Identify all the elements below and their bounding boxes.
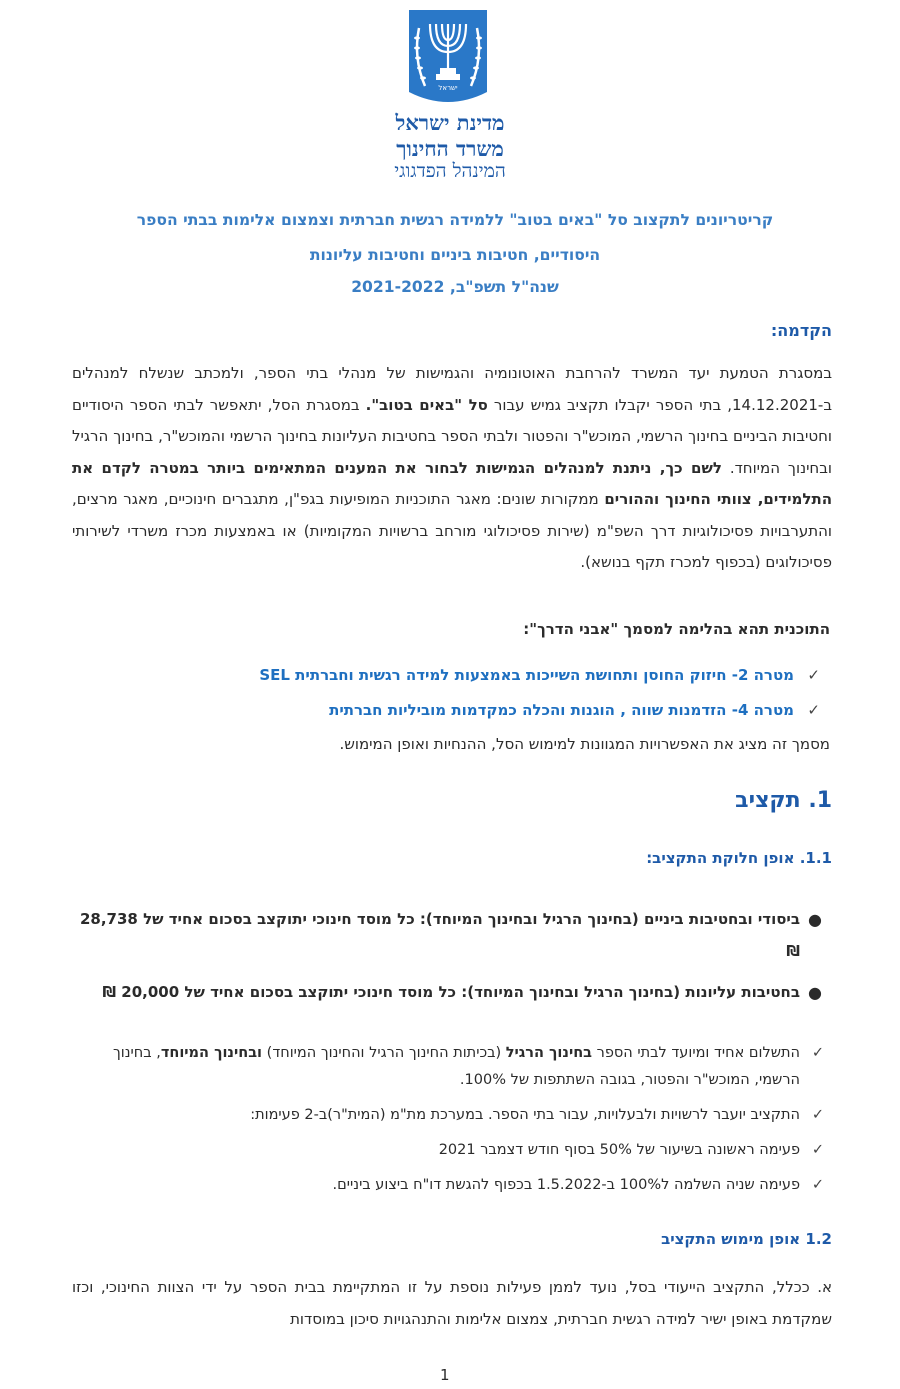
checkmark-icon: ✓ xyxy=(811,1107,824,1123)
list-item xyxy=(70,1137,828,1164)
document-title-line-1: קריטריונים לתקצוב סל "באים בטוב" ללמידה רגשית חברתית וצמצום אלימות בבתי הספר xyxy=(136,211,774,229)
check-1-text-e: , בחינוך הרשמי, המוכש"ר והפטור, בגובה השתתפות של 100%. xyxy=(112,1045,800,1088)
budget-bullets xyxy=(72,904,822,1019)
page-number: 1 xyxy=(440,1366,450,1384)
plan-alignment-line: התוכנית תהא בהלימה למסמך "אבני הדרך": xyxy=(523,620,830,638)
list-item xyxy=(70,1172,828,1199)
bullet-2-text: בחטיבות עליונות (בחינוך הרגיל ובחינוך המיוחד): כל מוסד חינוכי יתוקצב בסכום אחיד של 20,000 ₪ xyxy=(102,983,800,1001)
goal-2-text: מטרה 2- חיזוק החוסן ותחושת השייכות באמצעות למידה רגשית וחברתית SEL xyxy=(259,666,794,684)
section-1-2-heading: 1.2 אופן מימוש התקציב xyxy=(661,1230,832,1248)
goal-4-text: מטרה 4- הזדמנות שווה , הוגנות והכלה כמקדמות מוביליות חברתית xyxy=(329,701,794,719)
bullet-icon: ● xyxy=(808,910,822,929)
intro-text-e: ממקורות שונים: מאגר התוכניות המופיעות בגפ"ן, מתגברים חינוכיים, מאגר מרצים, והתערבויות פסיכולוגיות דרך השפ"מ (שירות פסיכולוגי מורחב ברשויות המקומיות) או באמצעות מכרז משרדי לשירותי פסיכולוגים (בכפוף למכרז תקף בנושא). xyxy=(72,490,832,571)
check-3-text: פעימה ראשונה בשיעור של 50% בסוף חודש דצמבר 2021 xyxy=(438,1142,800,1158)
section-1-1-heading: 1.1. אופן חלוקת התקציב: xyxy=(646,849,832,867)
check-2-text: התקציב יועבר לרשויות ולבעלויות, עבור בתי הספר. במערכת מת"מ (המית"ר)ב-2 פעימות: xyxy=(250,1107,800,1123)
ministry-department-line: המינהל הפדגוגי xyxy=(394,160,506,182)
emblem-label: ישראל xyxy=(438,84,458,92)
intro-text-b: סל "באים בטוב". xyxy=(365,395,488,414)
check-4-text: פעימה שניה השלמה ל100% ב-1.5.2022 בכפוף להגשת דו"ח ביצוע ביניים. xyxy=(332,1177,800,1193)
intro-paragraph xyxy=(72,358,832,579)
budget-checklist xyxy=(70,1040,828,1207)
section-1-heading: 1. תקציב xyxy=(735,788,832,813)
list-item xyxy=(72,904,822,967)
checkmark-icon: ✓ xyxy=(811,1045,824,1061)
budget-usage-paragraph: א. ככלל, התקציב הייעודי בסל, נועד לממן פעילות נוספת על זו המתקיימת בבית הספר על ידי הצוות החינוכי, וכזו שמקדמת באופן ישיר למידה רגשית חברתית, צמצום אלימות והתנהגויות סיכון במוסדות xyxy=(72,1278,832,1328)
check-1-text-b: בחינוך הרגיל xyxy=(505,1045,593,1061)
check-1-text-a: התשלום אחיד ומיועד לבתי הספר xyxy=(592,1045,800,1061)
checkmark-icon: ✓ xyxy=(811,1177,824,1193)
intro-text-d: לשם כך, ניתנת למנהלים הגמישות לבחור את המענים המתאימים ביותר במטרה לקדם את התלמידים, צוותי החינוך וההורים xyxy=(72,458,832,508)
intro-heading: הקדמה: xyxy=(770,321,832,340)
checkmark-icon: ✓ xyxy=(807,701,820,719)
goal-item-2 xyxy=(259,666,820,684)
check-1-text-c: (בכיתות החינוך הרגיל והחינוך המיוחד) xyxy=(262,1045,506,1061)
ministry-state-line: מדינת ישראל xyxy=(395,110,505,135)
document-title-line-3: שנה"ל תשפ"ב, 2021-2022 xyxy=(351,278,559,296)
goal-item-4 xyxy=(329,701,820,719)
list-item xyxy=(72,977,822,1009)
document-purpose-line: מסמך זה מציג את האפשרויות המגוונות למימוש הסל, ההנחיות ואופן המימוש. xyxy=(339,735,830,753)
list-item xyxy=(70,1102,828,1129)
bullet-icon: ● xyxy=(808,983,822,1002)
check-1-text-d: ובחינוך המיוחד xyxy=(160,1045,263,1061)
checkmark-icon: ✓ xyxy=(811,1142,824,1158)
intro-text-c: במסגרת הסל, יתאפשר לבתי הספר היסודיים וחטיבות הביניים בחינוך הרשמי, המוכש"ר והפטור ולבתי הספר בחטיבות העליונות בחינוך הרשמי והמוכש"ר, בחינוך הרגיל ובחינוך המיוחד. xyxy=(72,395,832,477)
document-title-line-2: היסודיים, חטיבות ביניים וחטיבות עליונות xyxy=(309,246,601,264)
ministry-name-line: משרד החינוך xyxy=(396,136,504,161)
checkmark-icon: ✓ xyxy=(807,666,820,684)
intro-text-a: במסגרת הטמעת יעד המשרד להרחבת האוטונומיה והגמישות של מנהלי בתי הספר, ולמכתב שנשלח למנהלים ב-14.12.2021, בתי הספר יקבלו תקציב גמיש עבור xyxy=(72,364,832,414)
list-item xyxy=(70,1040,828,1094)
bullet-1-text: ביסודי ובחטיבות ביניים (בחינוך הרגיל ובחינוך המיוחד): כל מוסד חינוכי יתוקצב בסכום אחיד של 28,738 ₪ xyxy=(79,910,800,960)
menorah-emblem-icon xyxy=(405,8,491,112)
